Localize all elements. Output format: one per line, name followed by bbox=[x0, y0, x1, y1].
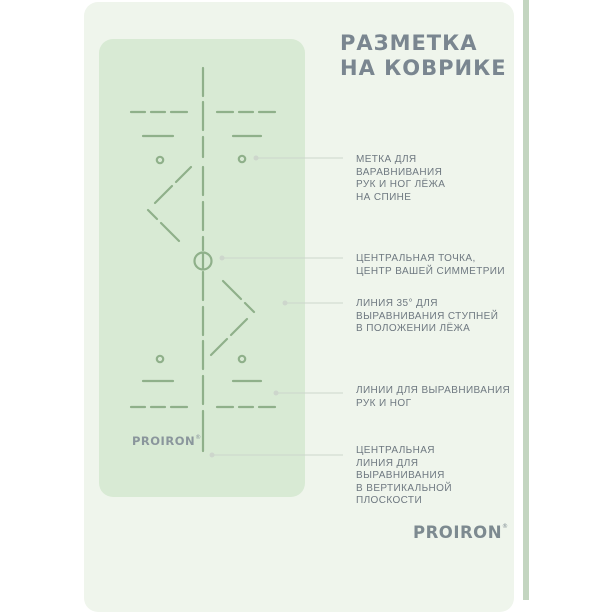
leader-dot-alignment bbox=[274, 391, 278, 395]
leader-dot-markers bbox=[254, 156, 258, 160]
note-35-degree-line: ЛИНИЯ 35° ДЛЯ ВЫРАВНИВАНИЯ СТУПНЕЙ В ПОЛОЖЕНИИ ЛЁЖА bbox=[356, 298, 499, 334]
note-alignment-lines: ЛИНИИ ДЛЯ ВЫРАВНИВАНИЯ РУК И НОГ bbox=[356, 385, 511, 409]
leader-dot-center bbox=[220, 256, 224, 260]
page-title: РАЗМЕТКА НА КОВРИКЕ bbox=[340, 31, 507, 80]
leader-dot-angle bbox=[283, 301, 287, 305]
note-alignment-markers: МЕТКА ДЛЯ ВАРАВНИВАНИЯ РУК И НОГ ЛЁЖА НА СПИНЕ bbox=[356, 154, 446, 203]
brand-logo: PROIRON® bbox=[413, 523, 509, 542]
note-central-vertical-line: ЦЕНТРАЛЬНАЯ ЛИНИЯ ДЛЯ ВЫРАВНИВАНИЯ В ВЕРТИКАЛЬНОЙ ПЛОСКОСТИ bbox=[356, 445, 452, 506]
note-center-point: ЦЕНТРАЛЬНАЯ ТОЧКА, ЦЕНТР ВАШЕЙ СИММЕТРИИ bbox=[356, 253, 505, 277]
leader-dot-vertical bbox=[210, 453, 214, 457]
mat-logo: PROIRON® bbox=[132, 434, 202, 448]
